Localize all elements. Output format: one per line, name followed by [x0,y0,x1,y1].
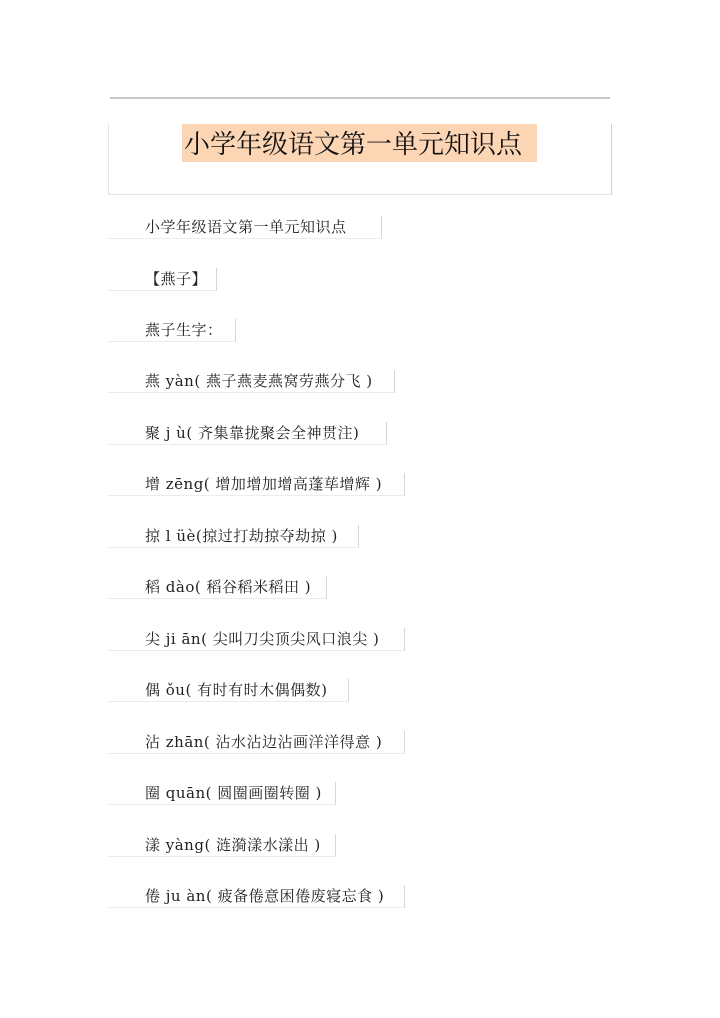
vocab-entry-text: 聚 j ù( 齐集靠拢聚会全神贯注) [145,424,360,442]
vocab-entry [108,731,405,754]
vocab-entry [108,525,359,548]
vocab-entry [108,679,349,702]
vocab-entry-text: 偶 ǒu( 有时有时木偶偶数) [145,681,328,699]
vocab-heading: 燕子生字： [145,321,223,339]
top-divider [110,97,610,99]
vocab-entry [108,370,395,393]
vocab-entry [108,473,405,496]
title-frame [108,124,612,195]
subtitle-line [108,216,382,239]
vocab-entry-text: 掠 l üè(掠过打劫掠夺劫掠 ) [145,527,338,545]
vocab-entry-text: 漾 yàng( 涟漪漾水漾出 ) [145,836,321,854]
vocab-entry-text: 倦 ju àn( 疲备倦意困倦废寝忘食 ) [145,887,385,905]
vocab-entry [108,782,336,805]
vocab-entry [108,834,336,857]
vocab-entry [108,885,405,908]
vocab-heading-line [108,319,236,342]
vocab-entry [108,422,387,445]
vocab-entry [108,576,327,599]
vocab-entry-text: 圈 quān( 圆圈画圈转圈 ) [145,784,322,802]
vocab-entry-text: 沾 zhān( 沾水沾边沾画洋洋得意 ) [145,733,383,751]
section-heading: 【燕子】 [145,270,208,288]
vocab-entry-text: 增 zēng( 增加增加增高蓬荜增辉 ) [145,475,383,493]
document-title: 小学年级语文第一单元知识点 [184,130,523,160]
subtitle: 小学年级语文第一单元知识点 [145,218,347,236]
vocab-entry-text: 稻 dào( 稻谷稻米稻田 ) [145,578,312,596]
vocab-entry [108,628,405,651]
vocab-entry-text: 燕 yàn( 燕子燕麦燕窝劳燕分飞 ) [145,372,373,390]
vocab-entry-text: 尖 ji ān( 尖叫刀尖顶尖风口浪尖 ) [145,630,380,648]
section-heading-line [108,268,217,291]
